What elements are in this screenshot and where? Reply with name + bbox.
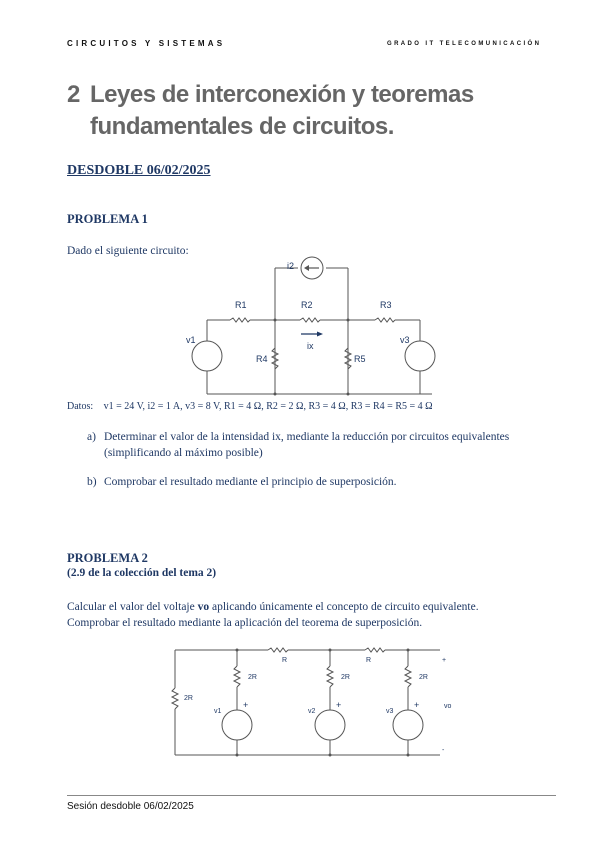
label-r1: R1	[235, 300, 247, 310]
label-v3-p2: v3	[386, 708, 394, 715]
problem1-item-b-line1: Comprobar el resultado mediante el principio de superposición.	[104, 476, 397, 488]
desdoble-date-heading: DESDOBLE 06/02/2025	[67, 163, 211, 178]
label-r-b: R	[366, 657, 372, 664]
label-2r-branch3: 2R	[419, 674, 428, 681]
label-r4: R4	[256, 354, 268, 364]
problem1-item-a-line1: Determinar el valor de la intensidad ix, mediante la reducción por circuitos equivalentes	[104, 431, 510, 443]
problem1-heading: PROBLEMA 1	[67, 212, 148, 226]
problem2-heading: PROBLEMA 2	[67, 551, 148, 565]
label-r-a: R	[282, 657, 288, 664]
voltage-source-v1-symbol-p2	[222, 710, 252, 740]
plus-sign-3: +	[414, 700, 420, 710]
problem1-item-b-marker: b)	[87, 476, 97, 488]
circuit-diagram-1	[180, 252, 460, 402]
vo-bold: vo	[197, 601, 210, 613]
label-2r-left: 2R	[184, 695, 193, 702]
label-v1: v1	[186, 335, 196, 345]
label-r3: R3	[380, 300, 392, 310]
header-course-title: CIRCUITOS Y SISTEMAS	[67, 39, 226, 48]
problem2-text-line1: Calcular el valor del voltaje vo aplicando únicamente el concepto de circuito equivalente.	[67, 601, 479, 613]
problem1-data-label: Datos:	[67, 401, 94, 412]
voltage-source-v1-symbol	[192, 341, 222, 371]
header-degree: GRADO IT TELECOMUNICACIÓN	[387, 41, 542, 47]
label-vo: vo	[444, 703, 452, 710]
page-title-line2: fundamentales de circuitos.	[90, 113, 394, 140]
problem1-intro: Dado el siguiente circuito:	[67, 245, 189, 257]
problem1-data-values: v1 = 24 V, i2 = 1 A, v3 = 8 V, R1 = 4 Ω, R2 = 2 Ω, R3 = 4 Ω, R3 = R4 = R5 = 4 Ω	[103, 401, 433, 412]
plus-sign-2: +	[336, 700, 342, 710]
problem1-item-a-line2: (simplificando al máximo posible)	[104, 447, 263, 459]
voltage-source-v3-symbol	[405, 341, 435, 371]
voltage-source-v2-symbol-p2	[315, 710, 345, 740]
label-ix: ix	[307, 341, 314, 351]
label-2r-branch1: 2R	[248, 674, 257, 681]
label-v3: v3	[400, 335, 410, 345]
page-title-line1: Leyes de interconexión y teoremas	[90, 81, 474, 108]
problem2-subheading: (2.9 de la colección del tema 2)	[67, 567, 217, 579]
footer-session-text: Sesión desdoble 06/02/2025	[67, 801, 194, 812]
vo-plus: +	[442, 657, 447, 664]
label-r2: R2	[301, 300, 313, 310]
problem2-text-line2: Comprobar el resultado mediante la aplicación del teorema de superposición.	[67, 617, 423, 629]
circuit-diagram-2	[170, 640, 470, 765]
voltage-source-v3-symbol-p2	[393, 710, 423, 740]
label-r5: R5	[354, 354, 366, 364]
footer-divider	[67, 795, 556, 796]
problem1-item-a-marker: a)	[87, 431, 96, 443]
vo-minus: -	[442, 747, 445, 754]
label-v1-p2: v1	[214, 708, 222, 715]
section-number: 2	[67, 81, 80, 108]
label-v2-p2: v2	[308, 708, 316, 715]
label-2r-branch2: 2R	[341, 674, 350, 681]
plus-sign-1: +	[243, 700, 249, 710]
label-i2: i2	[287, 261, 295, 271]
